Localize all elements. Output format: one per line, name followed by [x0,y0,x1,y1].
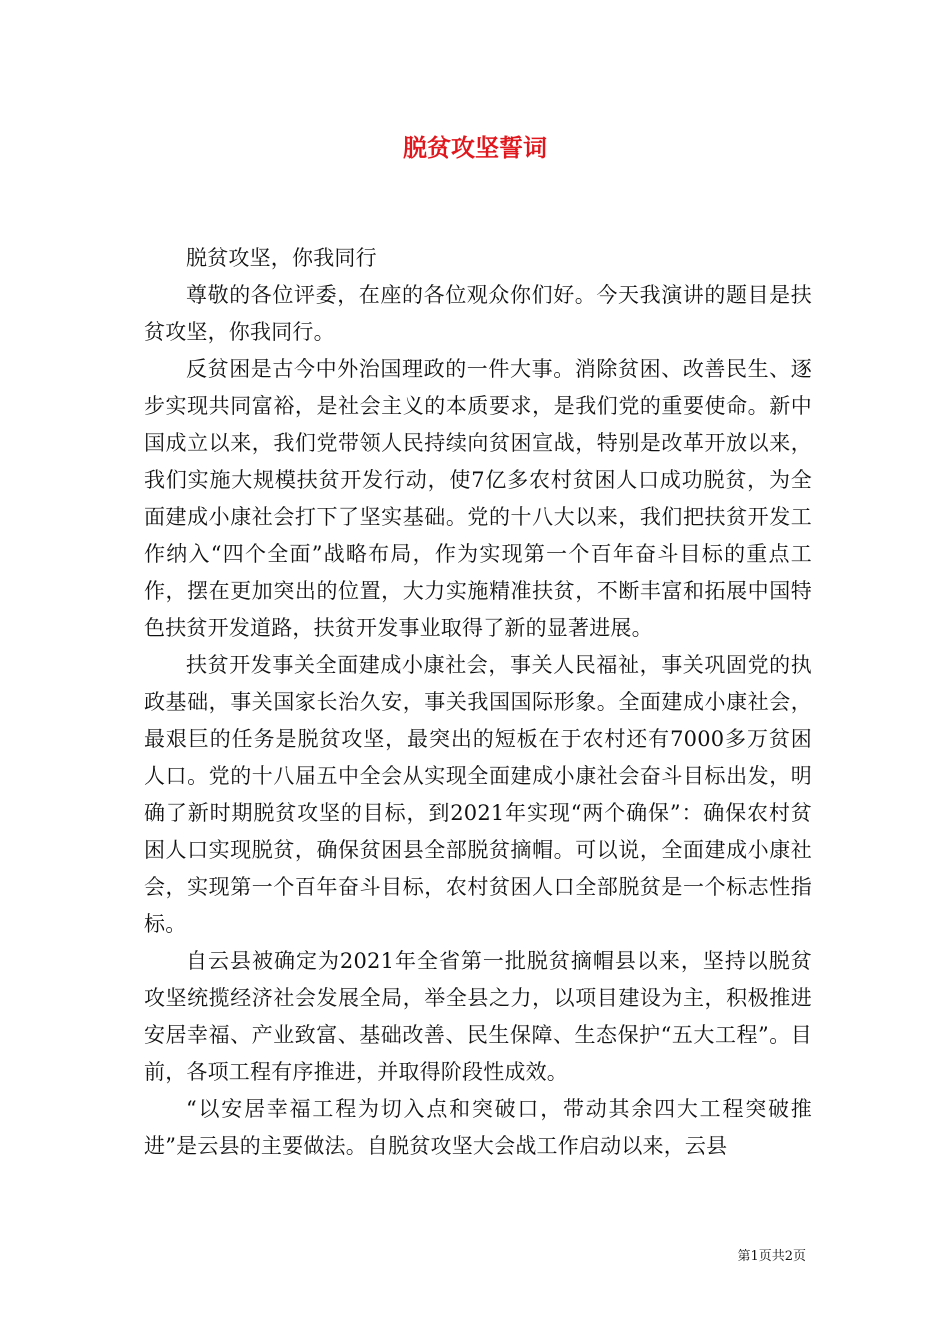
paragraph: 扶贫开发事关全面建成小康社会，事关人民福祉，事关巩固党的执政基础，事关国家长治久安，事关我国国际形象。全面建成小康社会，最艰巨的任务是脱贫攻坚，最突出的短板在于农村还有7000多万贫困人口。党的十八届五中全会从实现全面建成小康社会奋斗目标出发，明确了新时期脱贫攻坚的目标，到2021年实现“两个确保”：确保农村贫困人口实现脱贫，确保贫困县全部脱贫摘帽。可以说，全面建成小康社会，实现第一个百年奋斗目标，农村贫困人口全部脱贫是一个标志性指标。 [144,653,812,936]
paragraph: 脱贫攻坚，你我同行 [186,246,377,270]
paragraph: “以安居幸福工程为切入点和突破口，带动其余四大工程突破推进”是云县的主要做法。自脱贫攻坚大会战工作启动以来，云县 [144,1097,812,1158]
paragraph: 尊敬的各位评委，在座的各位观众你们好。今天我演讲的题目是扶贫攻坚，你我同行。 [144,283,812,344]
page-number-footer: 第1页共2页 [737,1249,806,1264]
paragraph: 自云县被确定为2021年全省第一批脱贫摘帽县以来，坚持以脱贫攻坚统揽经济社会发展全局，举全县之力，以项目建设为主，积极推进安居幸福、产业致富、基础改善、民生保障、生态保护“五大工程”。目前，各项工程有序推进，并取得阶段性成效。 [144,949,812,1084]
document-body [144,240,812,1165]
document-title: 脱贫攻坚誓词 [403,133,547,162]
paragraph: 反贫困是古今中外治国理政的一件大事。消除贫困、改善民生、逐步实现共同富裕，是社会主义的本质要求，是我们党的重要使命。新中国成立以来，我们党带领人民持续向贫困宣战，特别是改革开放以来，我们实施大规模扶贫开发行动，使7亿多农村贫困人口成功脱贫，为全面建成小康社会打下了坚实基础。党的十八大以来，我们把扶贫开发工作纳入“四个全面”战略布局，作为实现第一个百年奋斗目标的重点工作，摆在更加突出的位置，大力实施精准扶贫，不断丰富和拓展中国特色扶贫开发道路，扶贫开发事业取得了新的显著进展。 [144,357,812,640]
